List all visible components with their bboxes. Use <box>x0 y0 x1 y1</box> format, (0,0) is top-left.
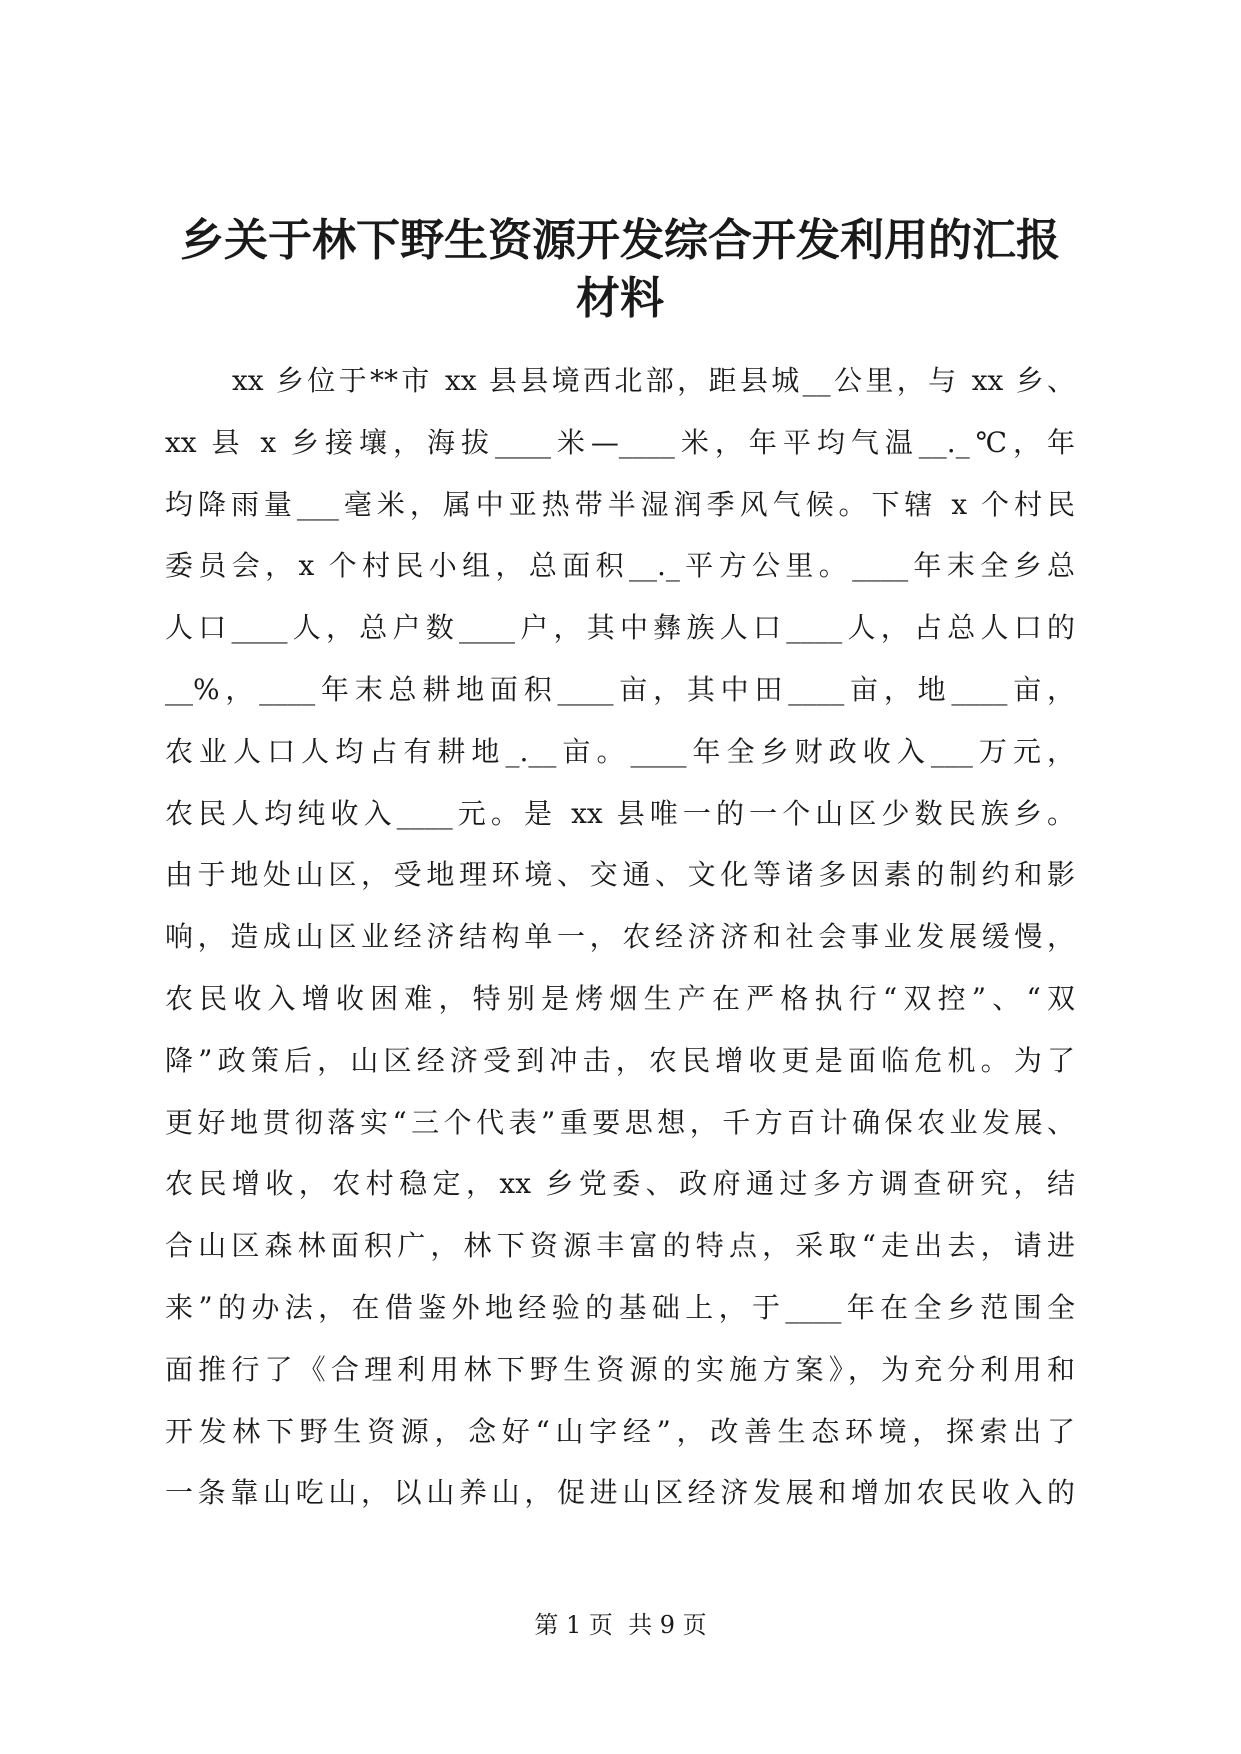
body-line: 由于地处山区，受地理环境、交通、文化等诸多因素的制约和影 <box>165 858 1075 892</box>
document-title <box>150 212 1090 328</box>
title-line-1: 乡关于林下野生资源开发综合开发利用的汇报 <box>180 215 1060 266</box>
body-line: 响，造成山区业经济结构单一，农经济济和社会事业发展缓慢， <box>165 920 1075 954</box>
body-line: 均降雨量___毫米，属中亚热带半湿润季风气候。下辖 x 个村民 <box>165 487 1075 521</box>
body-line: 来”的办法，在借鉴外地经验的基础上，于____年在全乡范围全 <box>165 1290 1075 1324</box>
page-total: 共 9 页 <box>628 1611 707 1639</box>
body-line: 降”政策后，山区经济受到冲击，农民增收更是面临危机。为了 <box>165 1043 1075 1077</box>
title-line-2: 材料 <box>576 273 664 324</box>
body-line: 一条靠山吃山，以山养山，促进山区经济发展和增加农民收入的 <box>165 1476 1075 1510</box>
body-line: 农民人均纯收入____元。是 xx 县唯一的一个山区少数民族乡。 <box>165 796 1075 830</box>
body-line: 委员会，x 个村民小组，总面积__._平方公里。____年末全乡总 <box>165 549 1075 583</box>
body-line: xx 乡位于**市 xx 县县境西北部，距县城__公里，与 xx 乡、 <box>232 364 1075 397</box>
body-line: 农民增收，农村稳定，xx 乡党委、政府通过多方调查研究，结 <box>165 1167 1075 1201</box>
body-line: 农业人口人均占有耕地_.__亩。____年全乡财政收入___万元， <box>165 734 1075 768</box>
page-number: 第 1 页 <box>534 1611 613 1639</box>
page-footer <box>0 1610 1241 1640</box>
body-line: 人口____人，总户数____户，其中彝族人口____人，占总人口的 <box>165 611 1075 645</box>
body-line: __%，____年末总耕地面积____亩，其中田____亩，地____亩， <box>165 672 1075 706</box>
body-line: 更好地贯彻落实“三个代表”重要思想，千方百计确保农业发展、 <box>165 1105 1075 1139</box>
body-line: 开发林下野生资源，念好“山字经”，改善生态环境，探索出了 <box>165 1414 1075 1448</box>
body-line: 面推行了《合理利用林下野生资源的实施方案》，为充分利用和 <box>165 1352 1075 1386</box>
body-line: 合山区森林面积广，林下资源丰富的特点，采取“走出去，请进 <box>165 1229 1075 1263</box>
body-line: xx 县 x 乡接壤，海拔____米—____米，年平均气温__._℃，年 <box>165 425 1075 459</box>
body-line: 农民收入增收困难，特别是烤烟生产在严格执行“双控”、“双 <box>165 981 1075 1015</box>
document-body <box>165 350 1075 1524</box>
